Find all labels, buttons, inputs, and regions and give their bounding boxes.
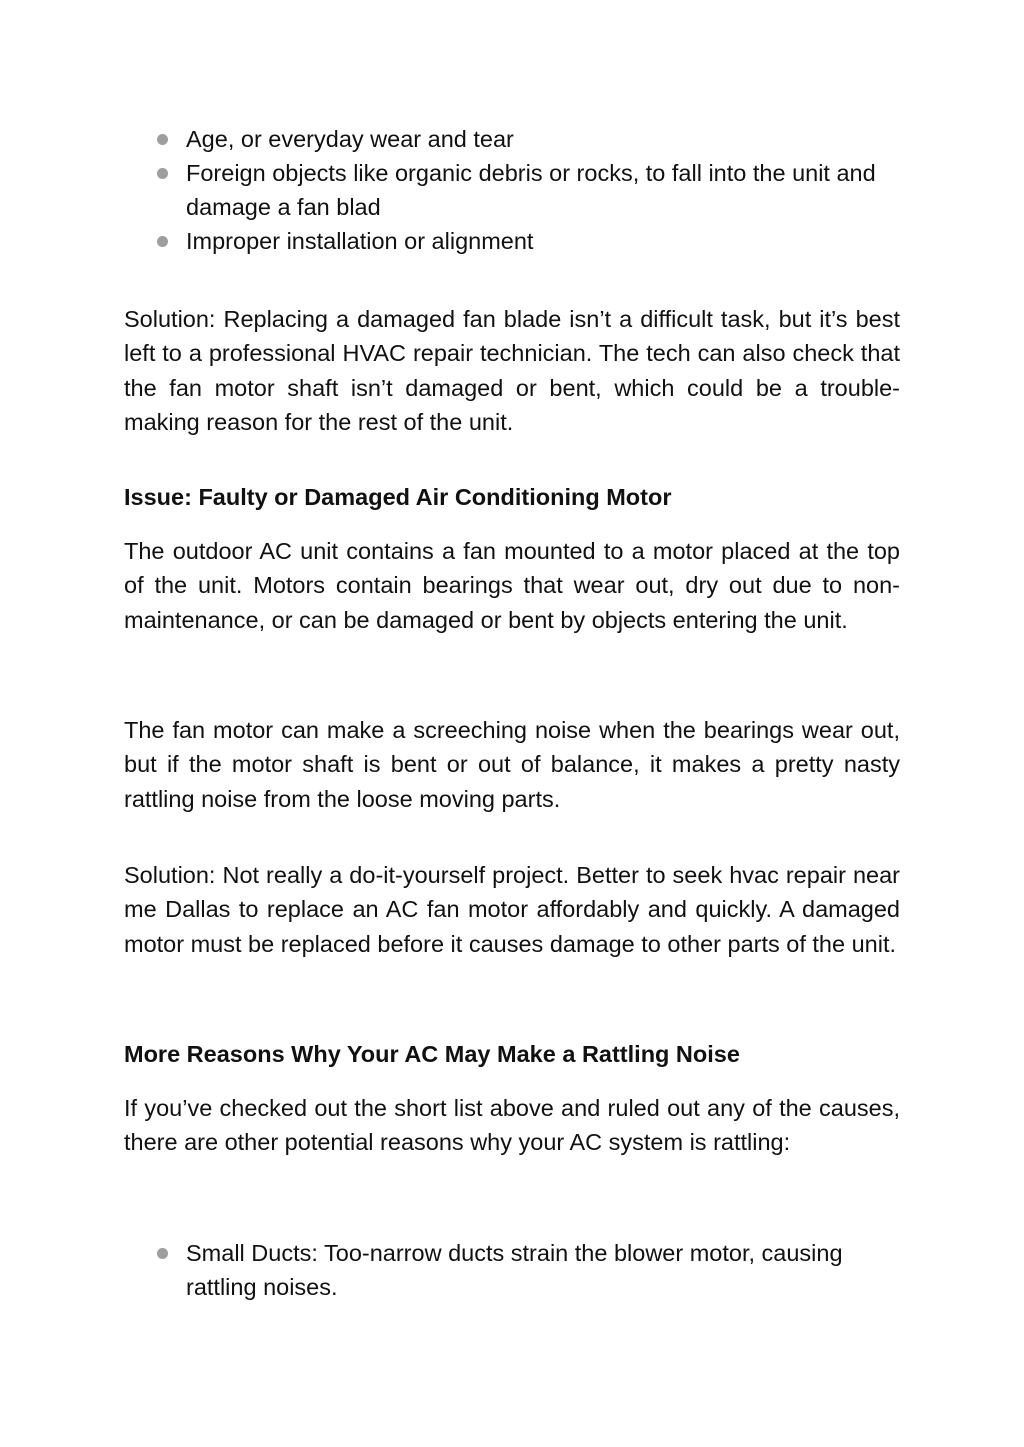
list-item <box>124 1236 900 1304</box>
list-item <box>124 122 900 156</box>
motor-paragraph-2: The fan motor can make a screeching noise when the bearings wear out, but if the motor shaft is bent or out of balance, it makes a pretty nasty rattling noise from the loose moving parts. <box>124 717 900 812</box>
list-item-text: Small Ducts: Too-narrow ducts strain the blower motor, causing rattling noises. <box>186 1240 843 1300</box>
list-item <box>124 156 900 224</box>
bullet-icon <box>157 134 168 145</box>
bullet-icon <box>157 236 168 247</box>
cause-list <box>124 122 900 258</box>
motor-solution-paragraph: Solution: Not really a do-it-yourself project. Better to seek hvac repair near me Dallas to replace an AC fan motor affordably and quickly. A damaged motor must be replaced before it causes damage to other parts of the unit. <box>124 862 900 957</box>
list-item-text: Age, or everyday wear and tear <box>186 126 514 152</box>
list-item <box>124 224 900 258</box>
more-reasons-heading: More Reasons Why Your AC May Make a Rattling Noise <box>124 1041 740 1067</box>
fan-blade-solution-paragraph: Solution: Replacing a damaged fan blade isn’t a difficult task, but it’s best left to a professional HVAC repair technician. The tech can also check that the fan motor shaft isn’t damaged or bent, which could be a trouble-making reason for the rest of the unit. <box>124 306 900 435</box>
list-item-text: Foreign objects like organic debris or rocks, to fall into the unit and damage a fan blad <box>186 160 876 220</box>
list-item-text: Improper installation or alignment <box>186 228 534 254</box>
motor-section-heading: Issue: Faulty or Damaged Air Conditioning Motor <box>124 484 672 510</box>
more-reasons-intro: If you’ve checked out the short list above and ruled out any of the causes, there are other potential reasons why your AC system is rattling: <box>124 1095 900 1156</box>
bullet-icon <box>157 1248 168 1259</box>
motor-paragraph-1: The outdoor AC unit contains a fan mounted to a motor placed at the top of the unit. Motors contain bearings that wear out, dry out due to non-maintenance, or can be damaged or bent by objects entering the unit. <box>124 538 900 633</box>
more-reasons-list <box>124 1236 900 1304</box>
bullet-icon <box>157 168 168 179</box>
